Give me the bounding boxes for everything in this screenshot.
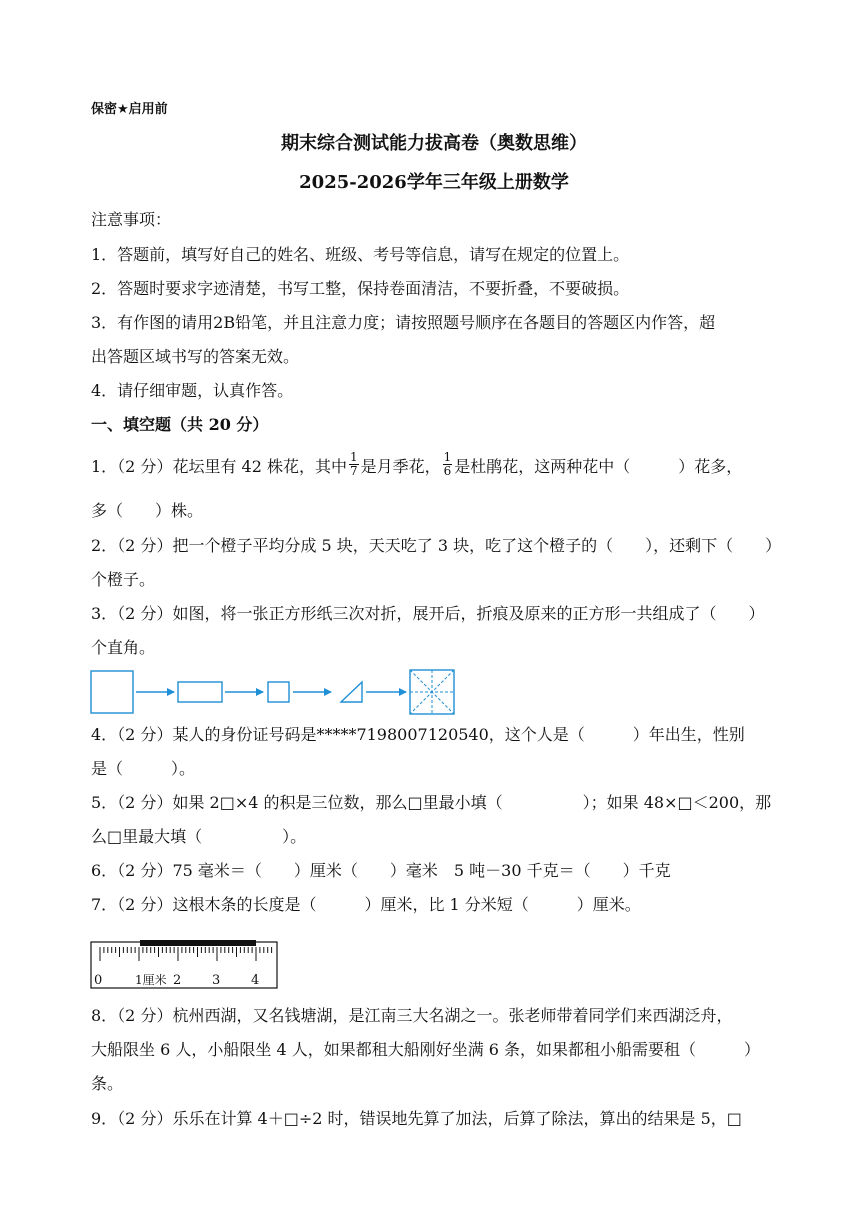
fold-crease-lines [410,670,454,714]
confidential-label: 保密★启用前 [91,102,168,117]
fraction-denominator: 7 [349,464,358,478]
fraction-one-seventh [349,451,359,478]
notice-item: 2．答题时要求字迹清楚，书写工整，保持卷面清洁，不要折叠，不要破损。 [91,279,630,298]
q1-text-c: 是杜鹃花，这两种花中（ ）花多， [454,457,743,476]
ruler-body [91,942,277,988]
question-8-cont: 大船限坐 6 人，小船限坐 4 人，如果都租大船刚好坐满 6 条，如果都租小船需要租（ ） [91,1040,761,1059]
question-2-cont: 个橙子。 [91,570,156,589]
fraction-denominator: 6 [443,464,452,478]
question-5-cont: 么□里最大填（ ）。 [91,827,307,846]
wooden-stick [140,940,256,946]
question-1 [91,450,780,481]
exam-title: 期末综合测试能力拔高卷（奥数思维） [281,133,587,154]
notice-heading: 注意事项： [91,210,172,229]
ruler-tick-label: 1厘米 [135,973,167,987]
question-5: 5．（2 分）如果 2□×4 的积是三位数，那么□里最小填（ ）；如果 48×□＜200，那 [91,793,772,812]
q1-text-b: 是月季花， [360,457,441,476]
question-1-cont: 多（ ）株。 [91,501,204,520]
notice-item: 4．请仔细审题，认真作答。 [91,381,294,400]
triangle-fold-shape [341,682,362,702]
fraction-numerator: 1 [349,450,358,464]
paper-folding-figure [88,668,468,716]
ruler-tick-label: 0 [94,973,103,988]
q1-text-a: 1．（2 分）花坛里有 42 株花，其中 [91,457,347,476]
ruler-tick-label: 3 [212,973,221,988]
square-paper-shape [91,671,133,713]
question-2: 2．（2 分）把一个橙子平均分成 5 块，天天吃了 3 块，吃了这个橙子的（ ），还剩下（ ） [91,536,782,555]
question-4-cont: 是（ ）。 [91,759,196,778]
ruler-tick-label: 2 [173,973,182,988]
section-heading: 一、填空题（共 20 分） [91,415,269,434]
notice-item: 1．答题前，填写好自己的姓名、班级、考号等信息，请写在规定的位置上。 [91,245,630,264]
fraction-one-sixth [443,451,453,478]
question-3: 3．（2 分）如图，将一张正方形纸三次对折，展开后，折痕及原来的正方形一共组成了（ ） [91,604,765,623]
ruler-figure [90,930,280,990]
question-3-cont: 个直角。 [91,638,156,657]
question-4: 4．（2 分）某人的身份证号码是*****7198007120540，这个人是（ ）年出生，性别 [91,725,745,744]
question-8-cont: 条。 [91,1074,124,1093]
exam-subtitle: 2025-2026学年三年级上册数学 [299,172,569,193]
fraction-numerator: 1 [443,450,452,464]
notice-item: 3．有作图的请用2B铅笔，并且注意力度；请按照题号顺序在各题目的答题区内作答，超 [91,313,716,332]
question-7: 7．（2 分）这根木条的长度是（ ）厘米，比 1 分米短（ ）厘米。 [91,895,641,914]
half-fold-shape [178,682,222,702]
question-8: 8．（2 分）杭州西湖，又名钱塘湖，是江南三大名湖之一。张老师带着同学们来西湖泛舟， [91,1006,733,1025]
question-9: 9．（2 分）乐乐在计算 4＋□÷2 时，错误地先算了加法，后算了除法，算出的结果是 5，□ [91,1109,742,1128]
quarter-fold-shape [268,682,289,702]
notice-item: 出答题区域书写的答案无效。 [91,347,300,366]
question-6: 6．（2 分）75 毫米＝（ ）厘米（ ）毫米 5 吨－30 千克＝（ ）千克 [91,861,671,880]
ruler-tick-label: 4 [251,973,260,988]
